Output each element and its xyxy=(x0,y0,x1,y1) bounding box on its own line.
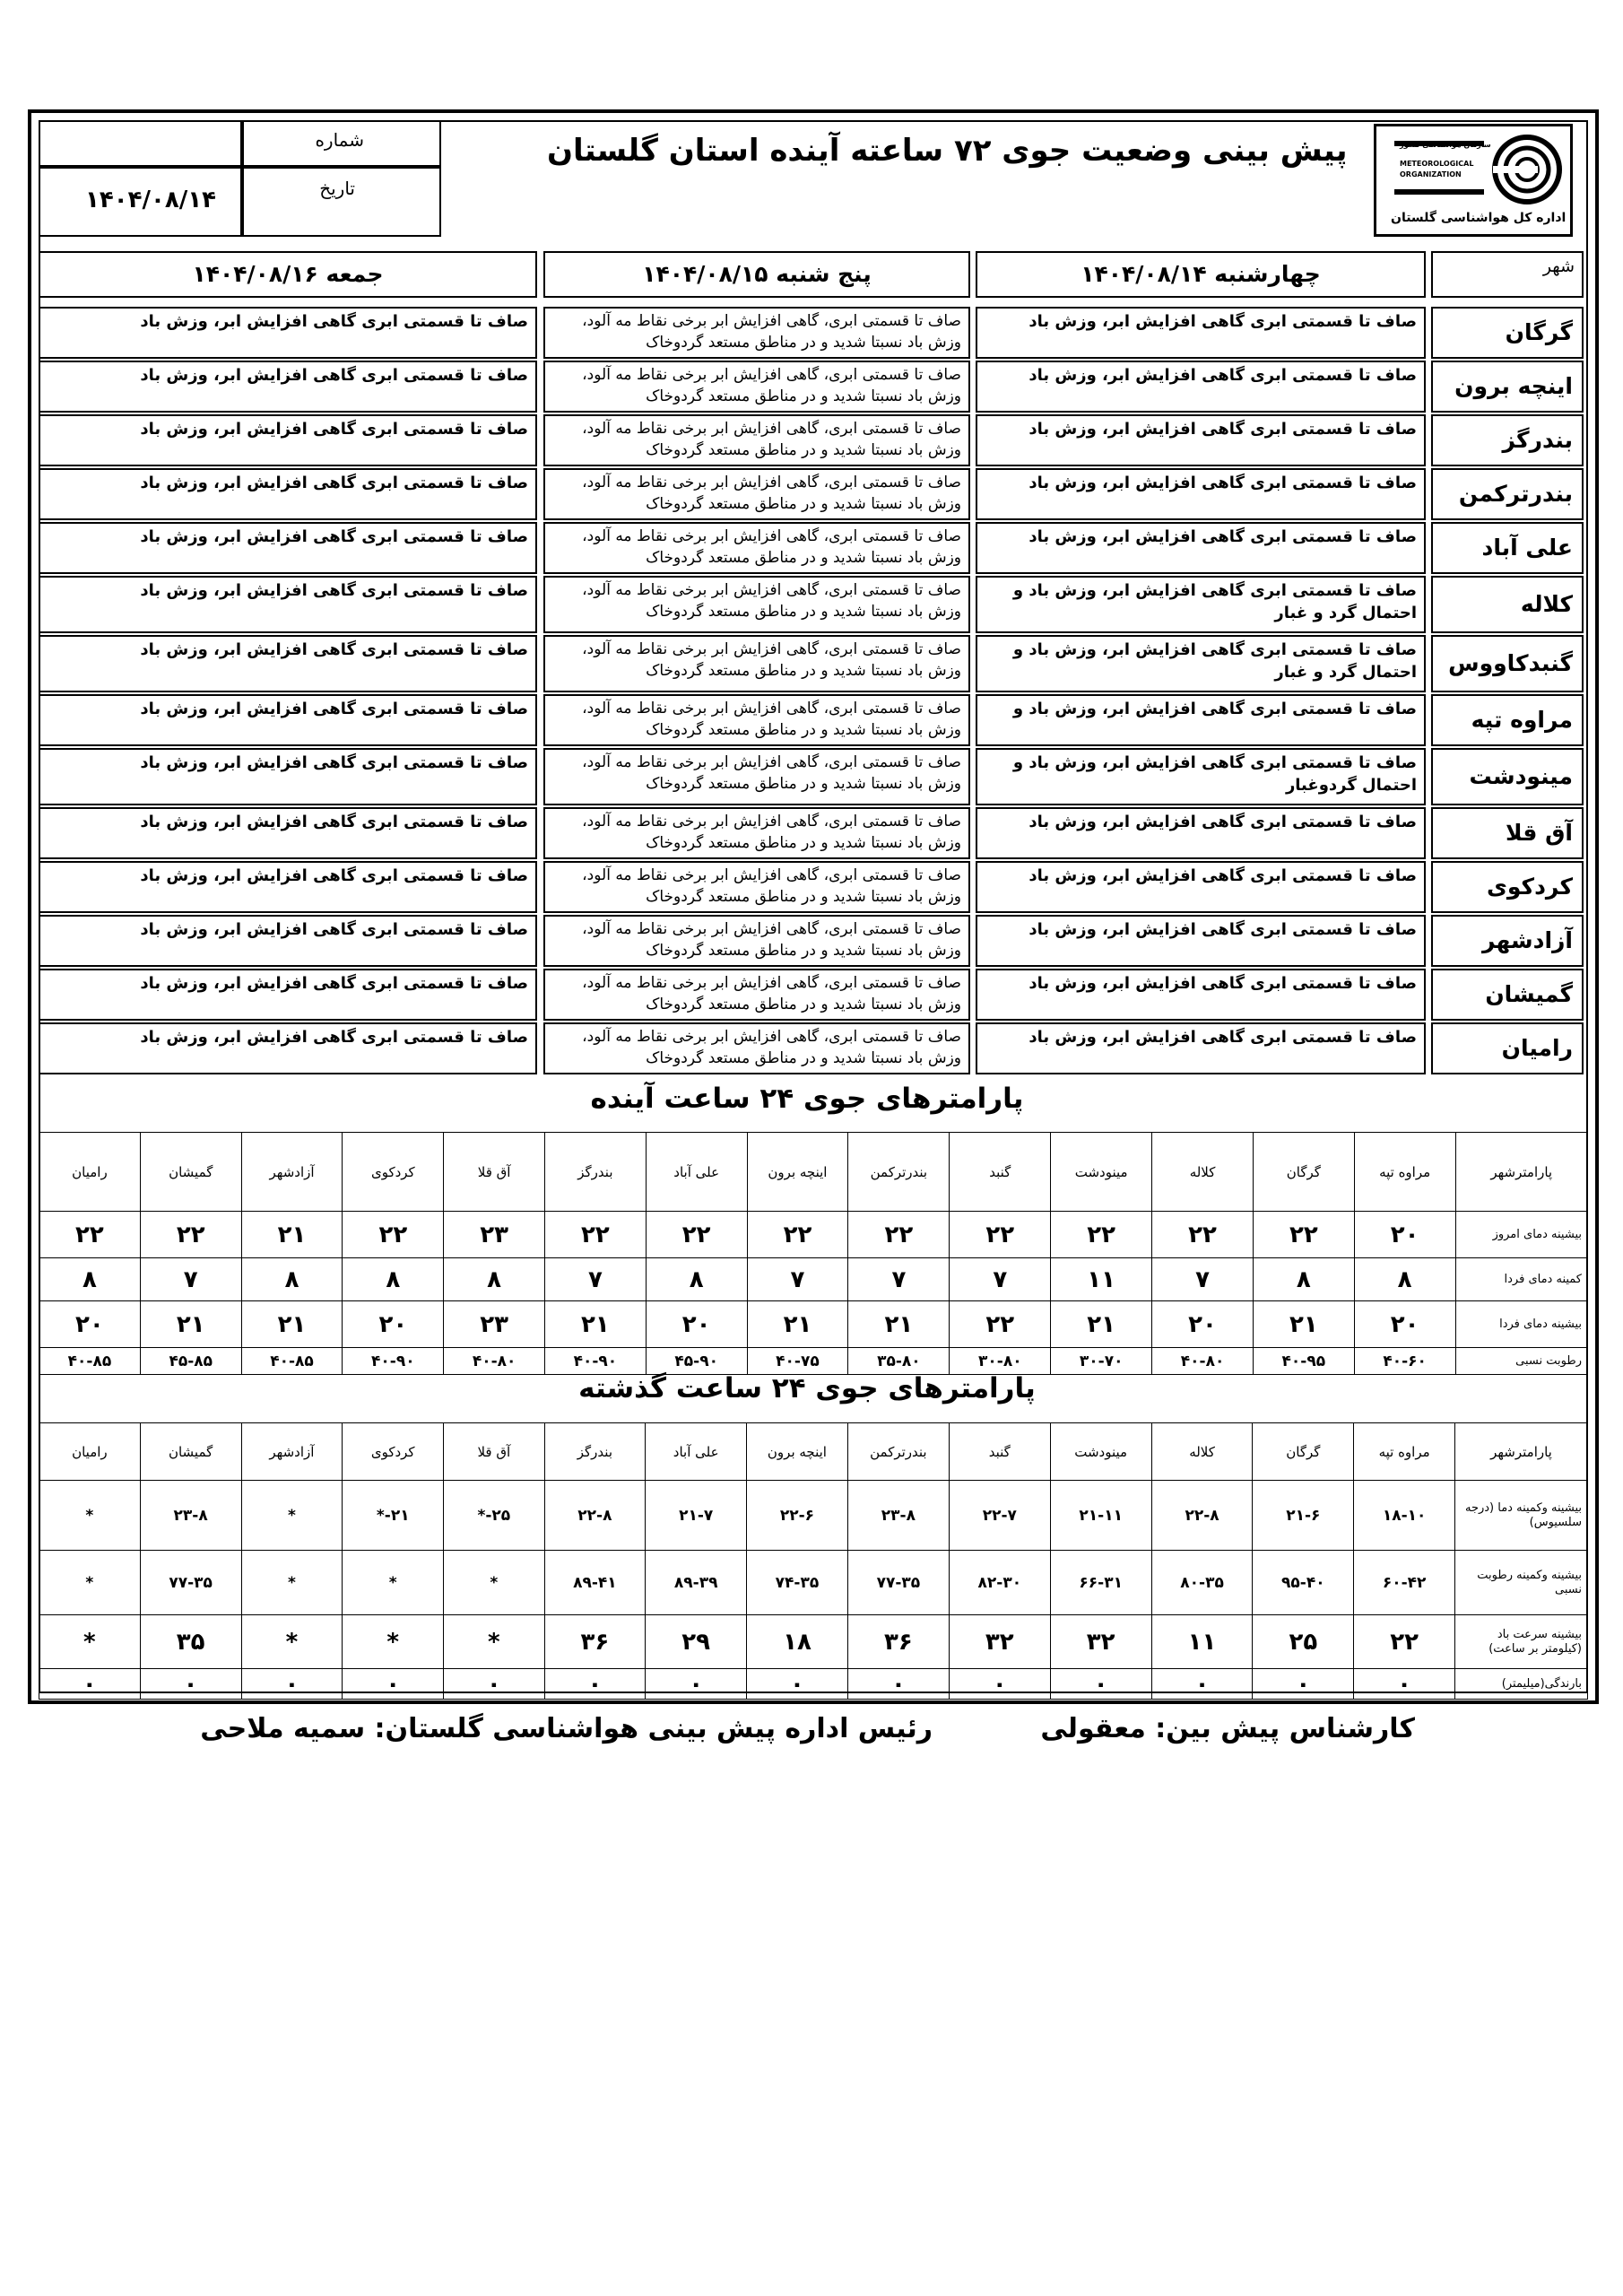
param-value: ۲۲ xyxy=(39,1212,141,1258)
param-value: ۸ xyxy=(444,1258,545,1301)
param-city-header: آق قلا xyxy=(444,1133,545,1212)
param-value: ۲۳-۸ xyxy=(140,1481,241,1551)
date-value-box xyxy=(39,167,242,237)
param-city-header: مراوه تپه xyxy=(1354,1423,1455,1481)
logo-org-name-fa: سازمان هواشناسی کشور xyxy=(1400,141,1491,149)
param-value: ۲۱-۱۱ xyxy=(1050,1481,1151,1551)
forecast-cell: صاف تا قسمتی ابری گاهی افزایش ابر، وزش باد xyxy=(39,576,537,633)
city-name: بندرگز xyxy=(1431,414,1584,466)
param-value: ۳۲ xyxy=(949,1615,1050,1669)
param-value: ۰ xyxy=(1253,1669,1354,1700)
param-value: ۴۰-۸۰ xyxy=(1152,1348,1254,1375)
param-value: ۲۲ xyxy=(545,1212,647,1258)
param-value: ۰ xyxy=(747,1669,848,1700)
city-name: گرگان xyxy=(1431,307,1584,359)
param-corner-label: پارامترشهر xyxy=(1455,1133,1588,1212)
param-value: ۸۹-۳۹ xyxy=(646,1551,747,1615)
city-name: علی آباد xyxy=(1431,522,1584,574)
param-header-row xyxy=(39,1133,1588,1212)
param-value: ۷ xyxy=(1152,1258,1254,1301)
forecast-cell: صاف تا قسمتی ابری گاهی افزایش ابر، وزش باد xyxy=(976,361,1426,413)
param-row xyxy=(39,1551,1588,1615)
param-row-label: رطوبت نسبی xyxy=(1455,1348,1588,1375)
forecast-cell: صاف تا قسمتی ابری گاهی افزایش ابر، وزش باد و احتمال گرد و غبار xyxy=(976,635,1426,692)
organization-logo xyxy=(1374,124,1573,237)
param-city-header: گنبد xyxy=(950,1133,1051,1212)
forecast-cell: صاف تا قسمتی ابری، گاهی افزایش ابر برخی نقاط مه آلود، وزش باد نسبتا شدید و در مناطق مستعد گردوخاک xyxy=(543,576,970,633)
param-value: ۲۰ xyxy=(1152,1301,1254,1348)
param-row xyxy=(39,1301,1588,1348)
param-city-header: گرگان xyxy=(1253,1133,1354,1212)
param-value: ۳۵-۸۰ xyxy=(848,1348,950,1375)
forecast-cell: صاف تا قسمتی ابری گاهی افزایش ابر، وزش باد xyxy=(39,807,537,859)
param-value: ۴۰-۶۰ xyxy=(1354,1348,1455,1375)
param-value: ۲۰ xyxy=(646,1301,747,1348)
param-value: ۲۱ xyxy=(140,1301,241,1348)
param-value: ۲۵ xyxy=(1253,1615,1354,1669)
date-value: ۱۴۰۴/۰۸/۱۴ xyxy=(85,187,216,213)
param-value: ۲۲ xyxy=(848,1212,950,1258)
param-value: ۴۰-۷۵ xyxy=(747,1348,848,1375)
param-value: * xyxy=(241,1615,343,1669)
param-value: ۲۰ xyxy=(39,1301,141,1348)
param-value: ۲۱ xyxy=(241,1212,343,1258)
forecast-cell: صاف تا قسمتی ابری گاهی افزایش ابر، وزش باد xyxy=(976,307,1426,359)
param-value: ۶۰-۴۲ xyxy=(1354,1551,1455,1615)
param-city-header: آق قلا xyxy=(444,1423,544,1481)
forecast-cell: صاف تا قسمتی ابری گاهی افزایش ابر، وزش باد xyxy=(39,1022,537,1074)
param-value: ۸۹-۴۱ xyxy=(544,1551,646,1615)
param-value: ۷۷-۳۵ xyxy=(140,1551,241,1615)
param-value: ۲۱ xyxy=(1051,1301,1152,1348)
param-value: ۷۴-۳۵ xyxy=(747,1551,848,1615)
param-city-header: آزادشهر xyxy=(241,1133,343,1212)
param-value: ۲۲-۸ xyxy=(1151,1481,1253,1551)
param-row-label: کمینه دمای فردا xyxy=(1455,1258,1588,1301)
param-city-header: رامیان xyxy=(39,1133,141,1212)
param-value: ۲۲ xyxy=(1152,1212,1254,1258)
param-value: ۲۲-۶ xyxy=(747,1481,848,1551)
forecast-cell: صاف تا قسمتی ابری گاهی افزایش ابر، وزش باد و xyxy=(976,694,1426,746)
param-corner-label: پارامترشهر xyxy=(1455,1423,1588,1481)
forecast-cell: صاف تا قسمتی ابری، گاهی افزایش ابر برخی نقاط مه آلود، وزش باد نسبتا شدید و در مناطق مستعد گردوخاک xyxy=(543,522,970,574)
city-name: مینودشت xyxy=(1431,748,1584,805)
param-city-header: آزادشهر xyxy=(241,1423,343,1481)
param-value: ۷ xyxy=(848,1258,950,1301)
forecast-cell: صاف تا قسمتی ابری، گاهی افزایش ابر برخی نقاط مه آلود، وزش باد نسبتا شدید و در مناطق مستعد گردوخاک xyxy=(543,915,970,967)
city-name: کلاله xyxy=(1431,576,1584,633)
city-name: رامیان xyxy=(1431,1022,1584,1074)
param-row-label: بیشینه وکمینه دما (درجه سلسیوس) xyxy=(1455,1481,1588,1551)
param-value: ۳۰-۷۰ xyxy=(1051,1348,1152,1375)
param-value: ۲۲ xyxy=(747,1212,848,1258)
param-city-header: گمیشان xyxy=(140,1423,241,1481)
param-value: ۷ xyxy=(950,1258,1051,1301)
param-value: * xyxy=(343,1615,444,1669)
param-row xyxy=(39,1481,1588,1551)
param-value: ۲۰ xyxy=(1354,1301,1455,1348)
param-city-header: اینچه برون xyxy=(747,1423,848,1481)
number-label-box xyxy=(242,120,441,167)
param-city-header: بندرگز xyxy=(544,1423,646,1481)
forecast-cell: صاف تا قسمتی ابری گاهی افزایش ابر، وزش باد xyxy=(39,414,537,466)
param-city-header: بندرترکمن xyxy=(847,1423,949,1481)
forecast-cell: صاف تا قسمتی ابری گاهی افزایش ابر، وزش باد xyxy=(976,969,1426,1021)
past24-table xyxy=(39,1422,1588,1700)
param-value: ۴۰-۹۰ xyxy=(545,1348,647,1375)
forecaster-signature: کارشناس پیش بین: معقولی xyxy=(1040,1713,1415,1744)
param-value: ۲۱ xyxy=(1253,1301,1354,1348)
forecast-cell: صاف تا قسمتی ابری، گاهی افزایش ابر برخی نقاط مه آلود، وزش باد نسبتا شدید و در مناطق مستعد گردوخاک xyxy=(543,468,970,520)
forecast-cell: صاف تا قسمتی ابری، گاهی افزایش ابر برخی نقاط مه آلود، وزش باد نسبتا شدید و در مناطق مستعد گردوخاک xyxy=(543,807,970,859)
param-value: ۳۰-۸۰ xyxy=(950,1348,1051,1375)
param-city-header: بندرگز xyxy=(545,1133,647,1212)
param-value: ۰ xyxy=(847,1669,949,1700)
head-signature: رئیس اداره پیش بینی هواشناسی گلستان: سمیه ملاحی xyxy=(200,1713,933,1744)
param-city-header: علی آباد xyxy=(646,1133,747,1212)
param-value: ۸ xyxy=(241,1258,343,1301)
forecast-cell: صاف تا قسمتی ابری، گاهی افزایش ابر برخی نقاط مه آلود، وزش باد نسبتا شدید و در مناطق مستعد گردوخاک xyxy=(543,861,970,913)
param-row-label: بیشینه دمای امروز xyxy=(1455,1212,1588,1258)
param-value: ۰ xyxy=(646,1669,747,1700)
param-row xyxy=(39,1348,1588,1375)
param-value: ۲۲ xyxy=(1253,1212,1354,1258)
param-value: * xyxy=(343,1551,444,1615)
param-value: ۷ xyxy=(747,1258,848,1301)
param-value: ۷ xyxy=(140,1258,241,1301)
param-city-header: اینچه برون xyxy=(747,1133,848,1212)
param-value: ۲۵-* xyxy=(444,1481,544,1551)
param-value: ۰ xyxy=(39,1669,141,1700)
day-header: چهارشنبه ۱۴۰۴/۰۸/۱۴ xyxy=(976,251,1426,298)
param-value: ۲۰ xyxy=(1354,1212,1455,1258)
forecast-cell: صاف تا قسمتی ابری گاهی افزایش ابر، وزش باد xyxy=(976,915,1426,967)
param-value: ۲۲ xyxy=(343,1212,444,1258)
param-value: ۸۰-۳۵ xyxy=(1151,1551,1253,1615)
param-value: ۸ xyxy=(1354,1258,1455,1301)
param-value: ۴۰-۸۰ xyxy=(444,1348,545,1375)
forecast-cell: صاف تا قسمتی ابری، گاهی افزایش ابر برخی نقاط مه آلود، وزش باد نسبتا شدید و در مناطق مستعد گردوخاک xyxy=(543,748,970,805)
param-value: ۱۸ xyxy=(747,1615,848,1669)
city-column-header: شهر xyxy=(1431,251,1584,298)
param-row xyxy=(39,1669,1588,1700)
forecast-cell: صاف تا قسمتی ابری گاهی افزایش ابر، وزش باد xyxy=(976,861,1426,913)
param-value: ۳۲ xyxy=(1050,1615,1151,1669)
param-value: ۰ xyxy=(1354,1669,1455,1700)
param-value: ۲۲ xyxy=(140,1212,241,1258)
number-label: شماره xyxy=(315,129,364,151)
param-value: ۴۵-۹۰ xyxy=(646,1348,747,1375)
forecast-cell: صاف تا قسمتی ابری گاهی افزایش ابر، وزش باد و احتمال گردوغبار xyxy=(976,748,1426,805)
param-city-header: مینودشت xyxy=(1051,1133,1152,1212)
param-value: ۹۵-۴۰ xyxy=(1253,1551,1354,1615)
forecast-cell: صاف تا قسمتی ابری، گاهی افزایش ابر برخی نقاط مه آلود، وزش باد نسبتا شدید و در مناطق مستعد گردوخاک xyxy=(543,307,970,359)
forecast-cell: صاف تا قسمتی ابری گاهی افزایش ابر، وزش باد xyxy=(976,468,1426,520)
param-value: ۴۵-۸۵ xyxy=(140,1348,241,1375)
forecast-cell: صاف تا قسمتی ابری گاهی افزایش ابر، وزش باد xyxy=(39,748,537,805)
param-value: ۸ xyxy=(1253,1258,1354,1301)
param-city-header: کلاله xyxy=(1151,1423,1253,1481)
param-value: ۴۰-۹۰ xyxy=(343,1348,444,1375)
param-city-header: کردکوی xyxy=(343,1423,444,1481)
param-value: ۲۲ xyxy=(950,1301,1051,1348)
param-value: ۰ xyxy=(343,1669,444,1700)
param-value: ۱۱ xyxy=(1151,1615,1253,1669)
param-value: ۷۷-۳۵ xyxy=(847,1551,949,1615)
param-value: ۲۱ xyxy=(545,1301,647,1348)
param-value: * xyxy=(444,1615,544,1669)
param-city-header: مینودشت xyxy=(1050,1423,1151,1481)
param-value: ۲۲ xyxy=(1051,1212,1152,1258)
param-value: ۲۱-* xyxy=(343,1481,444,1551)
forecast-cell: صاف تا قسمتی ابری، گاهی افزایش ابر برخی نقاط مه آلود، وزش باد نسبتا شدید و در مناطق مستعد گردوخاک xyxy=(543,414,970,466)
param-value: ۲۲ xyxy=(950,1212,1051,1258)
param-value: ۲۲-۷ xyxy=(949,1481,1050,1551)
forecast-cell: صاف تا قسمتی ابری گاهی افزایش ابر، وزش باد xyxy=(976,522,1426,574)
param-value: ۲۲ xyxy=(646,1212,747,1258)
city-name: آق قلا xyxy=(1431,807,1584,859)
param-value: ۸ xyxy=(646,1258,747,1301)
param-value: ۲۱ xyxy=(848,1301,950,1348)
forecast-cell: صاف تا قسمتی ابری گاهی افزایش ابر، وزش باد xyxy=(39,969,537,1021)
param-value: ۰ xyxy=(140,1669,241,1700)
forecast-cell: صاف تا قسمتی ابری گاهی افزایش ابر، وزش باد xyxy=(976,414,1426,466)
page-title: پیش بینی وضعیت جوی ۷۲ ساعته آینده استان گلستان xyxy=(547,133,1348,169)
param-value: ۳۵ xyxy=(140,1615,241,1669)
param-city-header: گنبد xyxy=(949,1423,1050,1481)
param-value: ۲۳ xyxy=(444,1301,545,1348)
logo-org-name-en: METEOROLOGICAL ORGANIZATION xyxy=(1400,160,1474,178)
day-header: پنج شنبه ۱۴۰۴/۰۸/۱۵ xyxy=(543,251,970,298)
param-value: ۰ xyxy=(1151,1669,1253,1700)
param-city-header: رامیان xyxy=(39,1423,141,1481)
param-city-header: گمیشان xyxy=(140,1133,241,1212)
param-value: ۸ xyxy=(343,1258,444,1301)
param-value: ۶۶-۳۱ xyxy=(1050,1551,1151,1615)
param-row-label: بیشینه وکمینه رطوبت نسبی xyxy=(1455,1551,1588,1615)
city-name: بندرترکمن xyxy=(1431,468,1584,520)
param-value: ۱۱ xyxy=(1051,1258,1152,1301)
logo-caption: اداره کل هواشناسی گلستان xyxy=(1391,211,1567,225)
param-row xyxy=(39,1615,1588,1669)
param-value: ۲۳-۸ xyxy=(847,1481,949,1551)
param-value: ۲۳ xyxy=(444,1212,545,1258)
city-name: آزادشهر xyxy=(1431,915,1584,967)
param-city-header: بندرترکمن xyxy=(848,1133,950,1212)
param-row xyxy=(39,1258,1588,1301)
forecast-cell: صاف تا قسمتی ابری گاهی افزایش ابر، وزش باد xyxy=(39,522,537,574)
forecast-cell: صاف تا قسمتی ابری گاهی افزایش ابر، وزش باد xyxy=(39,694,537,746)
param-value: ۸۲-۳۰ xyxy=(949,1551,1050,1615)
past24-title: پارامترهای جوی ۲۴ ساعت گذشته xyxy=(578,1372,1036,1405)
number-value-box xyxy=(39,120,242,167)
param-city-header: گرگان xyxy=(1253,1423,1354,1481)
param-value: * xyxy=(444,1551,544,1615)
param-value: ۴۰-۸۵ xyxy=(39,1348,141,1375)
forecast-cell: صاف تا قسمتی ابری، گاهی افزایش ابر برخی نقاط مه آلود، وزش باد نسبتا شدید و در مناطق مستعد گردوخاک xyxy=(543,1022,970,1074)
param-value: * xyxy=(39,1481,141,1551)
param-value: ۳۶ xyxy=(544,1615,646,1669)
forecast-cell: صاف تا قسمتی ابری، گاهی افزایش ابر برخی نقاط مه آلود، وزش باد نسبتا شدید و در مناطق مستعد گردوخاک xyxy=(543,635,970,692)
forecast-cell: صاف تا قسمتی ابری گاهی افزایش ابر، وزش باد xyxy=(39,468,537,520)
param-value: ۲۱-۷ xyxy=(646,1481,747,1551)
param-value: ۴۰-۹۵ xyxy=(1253,1348,1354,1375)
param-row xyxy=(39,1212,1588,1258)
param-value: ۰ xyxy=(949,1669,1050,1700)
forecast-cell: صاف تا قسمتی ابری گاهی افزایش ابر، وزش باد xyxy=(976,1022,1426,1074)
param-row-label: بارندگی(میلیمتر) xyxy=(1455,1669,1588,1700)
param-value: ۲۹ xyxy=(646,1615,747,1669)
param-value: ۰ xyxy=(1050,1669,1151,1700)
next24-title: پارامترهای جوی ۲۴ ساعت آینده xyxy=(590,1083,1024,1115)
param-value: * xyxy=(39,1551,141,1615)
param-row-label: بیشینه سرعت باد (کیلومتر بر ساعت) xyxy=(1455,1615,1588,1669)
city-name: گمیشان xyxy=(1431,969,1584,1021)
forecast-cell: صاف تا قسمتی ابری گاهی افزایش ابر، وزش باد xyxy=(39,915,537,967)
forecast-cell: صاف تا قسمتی ابری گاهی افزایش ابر، وزش باد xyxy=(39,861,537,913)
city-name: گنبدکاووس xyxy=(1431,635,1584,692)
param-city-header: مراوه تپه xyxy=(1354,1133,1455,1212)
param-value: * xyxy=(39,1615,141,1669)
date-label: تاریخ xyxy=(319,178,355,199)
city-name: مراوه تپه xyxy=(1431,694,1584,746)
param-value: ۲۲ xyxy=(1354,1615,1455,1669)
param-value: ۲۱ xyxy=(241,1301,343,1348)
param-value: ۷ xyxy=(545,1258,647,1301)
param-value: ۲۲-۸ xyxy=(544,1481,646,1551)
city-name: اینچه برون xyxy=(1431,361,1584,413)
param-value: ۲۰ xyxy=(343,1301,444,1348)
param-value: ۳۶ xyxy=(847,1615,949,1669)
param-value: ۱۸-۱۰ xyxy=(1354,1481,1455,1551)
date-label-box xyxy=(242,167,441,237)
forecast-cell: صاف تا قسمتی ابری گاهی افزایش ابر، وزش باد xyxy=(39,361,537,413)
city-name: کردکوی xyxy=(1431,861,1584,913)
param-city-header: کلاله xyxy=(1152,1133,1254,1212)
param-value: * xyxy=(241,1551,343,1615)
param-value: ۰ xyxy=(544,1669,646,1700)
param-value: ۲۱-۶ xyxy=(1253,1481,1354,1551)
param-value: ۲۱ xyxy=(747,1301,848,1348)
param-value: ۴۰-۸۵ xyxy=(241,1348,343,1375)
param-city-header: علی آباد xyxy=(646,1423,747,1481)
forecast-cell: صاف تا قسمتی ابری گاهی افزایش ابر، وزش باد و احتمال گرد و غبار xyxy=(976,576,1426,633)
forecast-cell: صاف تا قسمتی ابری، گاهی افزایش ابر برخی نقاط مه آلود، وزش باد نسبتا شدید و در مناطق مستعد گردوخاک xyxy=(543,969,970,1021)
forecast-cell: صاف تا قسمتی ابری گاهی افزایش ابر، وزش باد xyxy=(39,635,537,692)
param-value: ۰ xyxy=(241,1669,343,1700)
forecast-cell: صاف تا قسمتی ابری گاهی افزایش ابر، وزش باد xyxy=(976,807,1426,859)
param-city-header: کردکوی xyxy=(343,1133,444,1212)
forecast-cell: صاف تا قسمتی ابری، گاهی افزایش ابر برخی نقاط مه آلود، وزش باد نسبتا شدید و در مناطق مستعد گردوخاک xyxy=(543,361,970,413)
forecast-cell: صاف تا قسمتی ابری، گاهی افزایش ابر برخی نقاط مه آلود، وزش باد نسبتا شدید و در مناطق مستعد گردوخاک xyxy=(543,694,970,746)
param-value: ۰ xyxy=(444,1669,544,1700)
param-row-label: بیشینه دمای فردا xyxy=(1455,1301,1588,1348)
day-header: جمعه ۱۴۰۴/۰۸/۱۶ xyxy=(39,251,537,298)
next24-table xyxy=(39,1132,1588,1375)
forecast-cell: صاف تا قسمتی ابری گاهی افزایش ابر، وزش باد xyxy=(39,307,537,359)
param-value: * xyxy=(241,1481,343,1551)
param-header-row xyxy=(39,1423,1588,1481)
param-value: ۸ xyxy=(39,1258,141,1301)
